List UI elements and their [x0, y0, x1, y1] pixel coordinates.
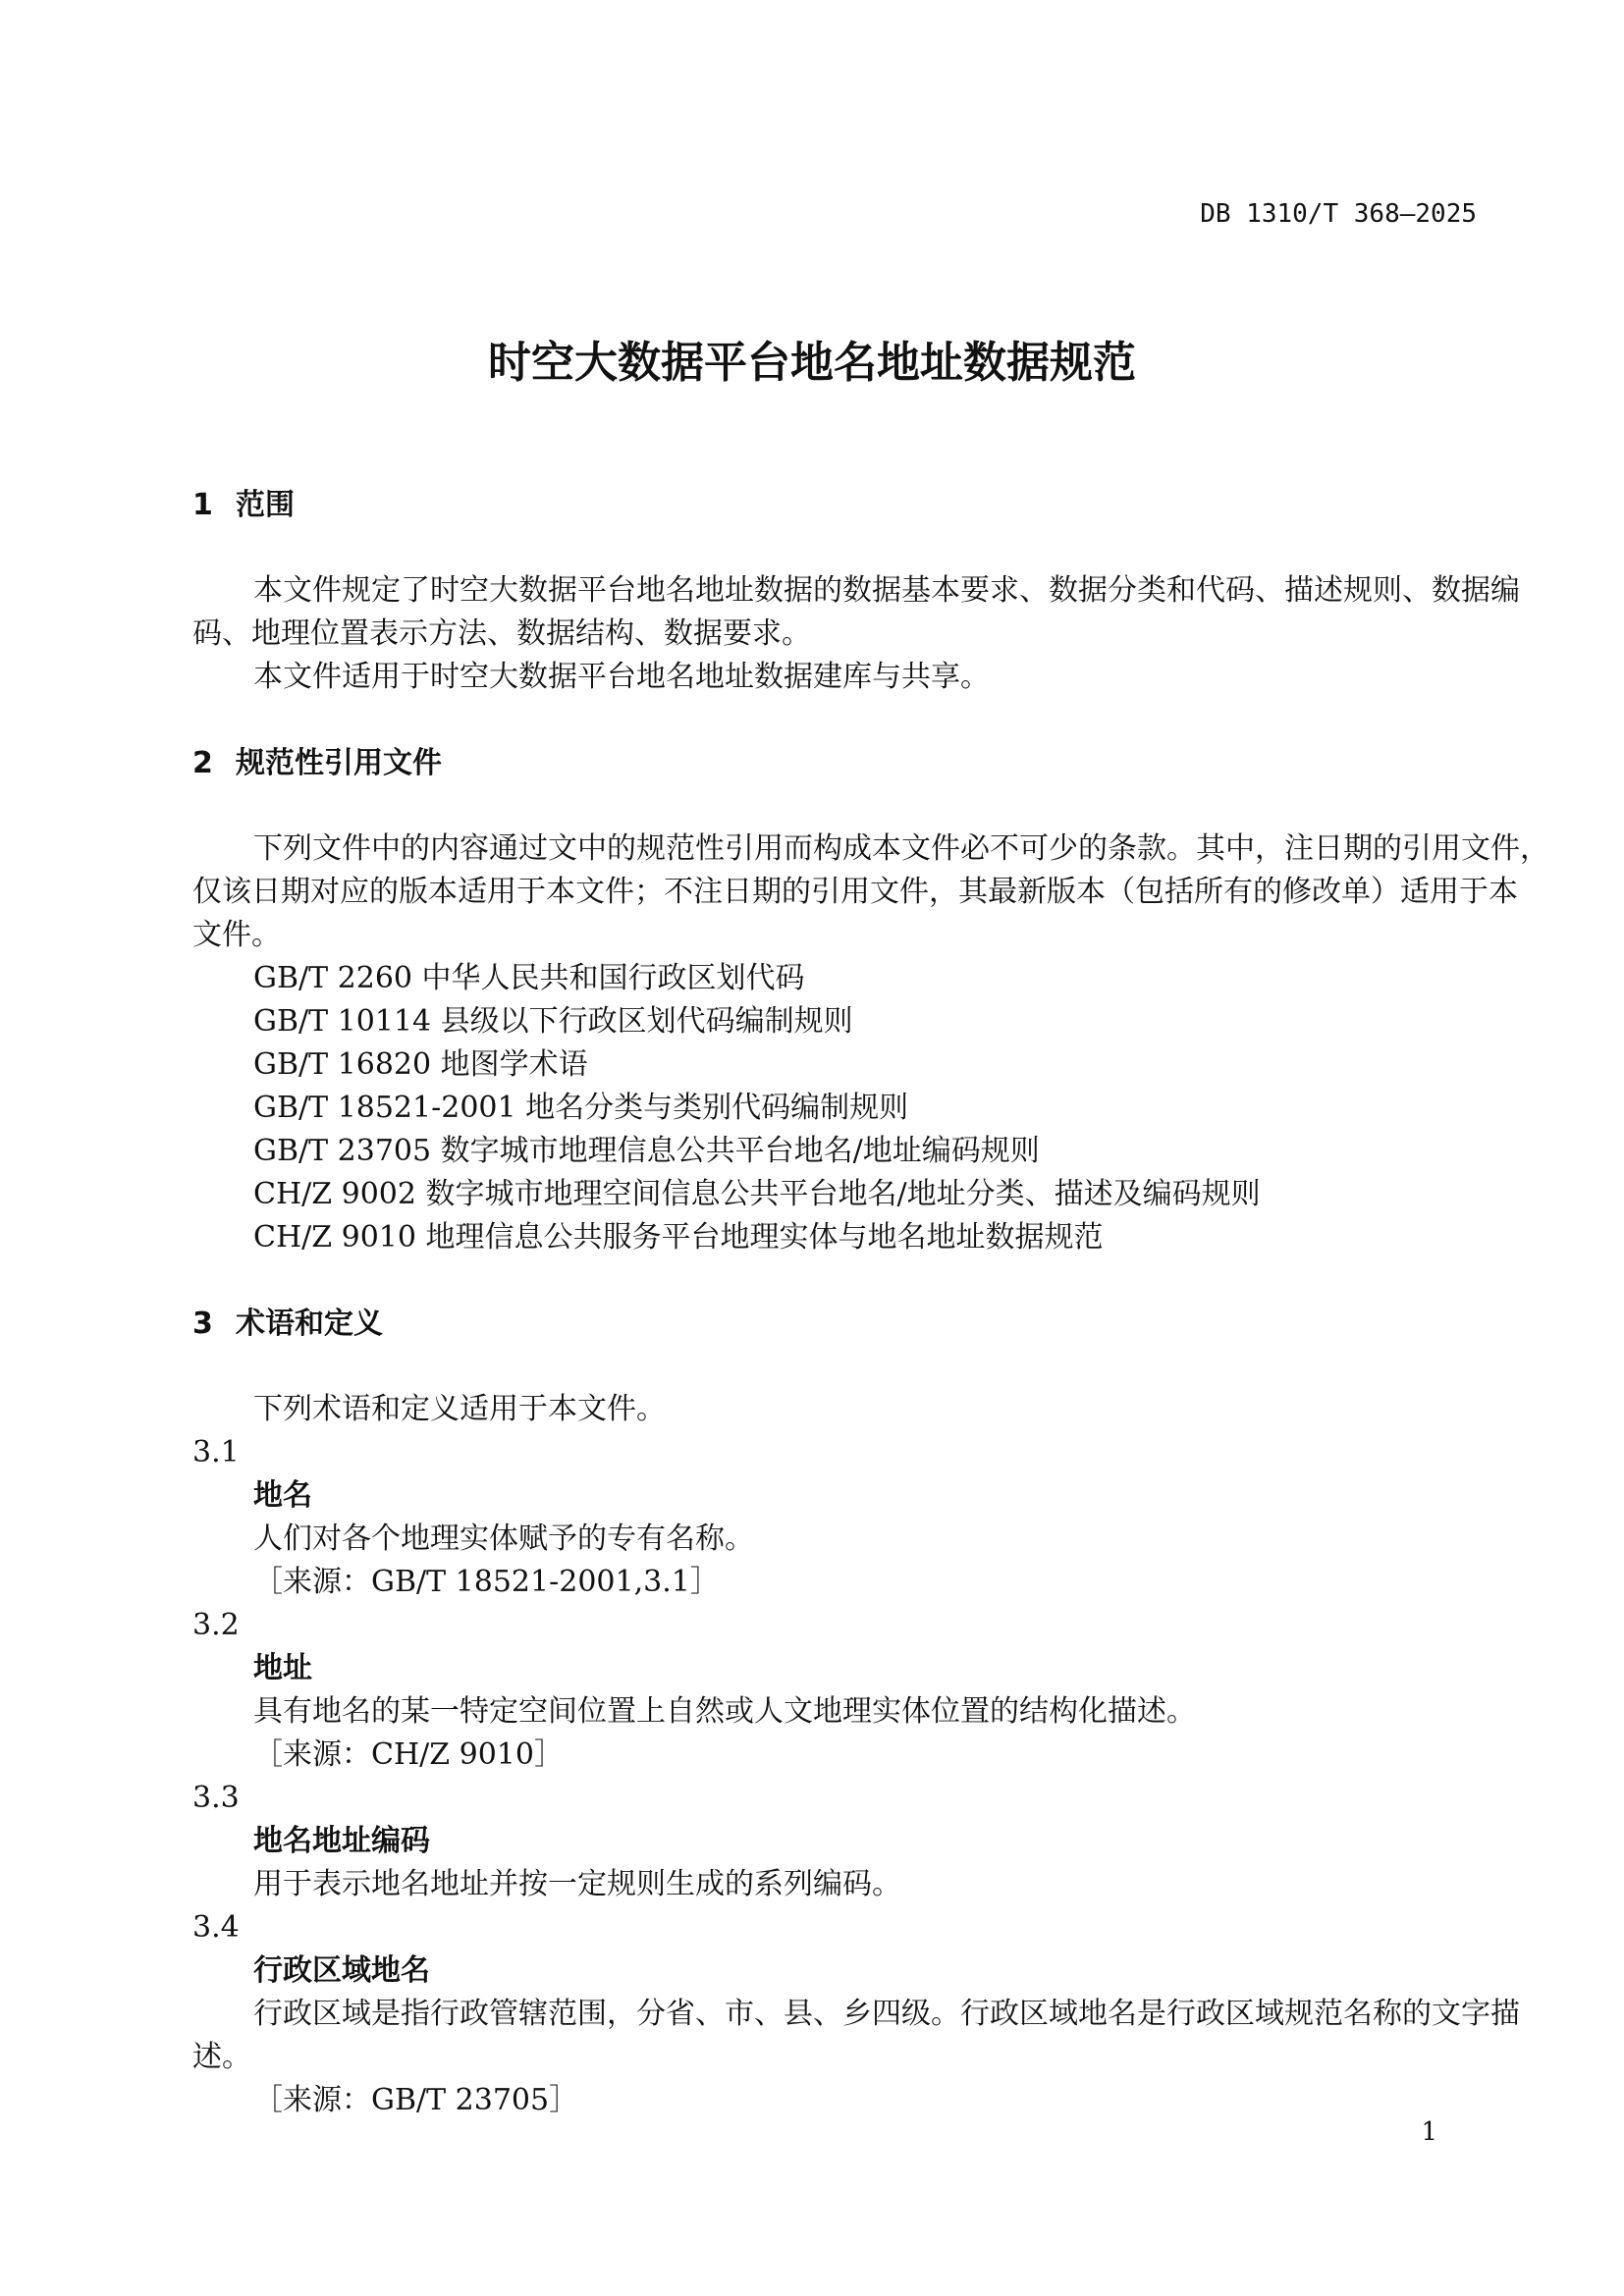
term-name: 地址 — [253, 1651, 312, 1685]
term-number: 3.2 — [192, 1608, 240, 1642]
document-title: 时空大数据平台地名地址数据规范 — [488, 338, 1136, 388]
term-definition: 人们对各个地理实体赋予的专有名称。 — [253, 1522, 754, 1556]
section-3-heading — [192, 1303, 383, 1346]
reference-item: CH/Z 9010 地理信息公共服务平台地理实体与地名地址数据规范 — [253, 1220, 1104, 1255]
section-title: 范围 — [236, 488, 295, 522]
standard-number: DB 1310/T 368—2025 — [1200, 199, 1477, 229]
paragraph-line: 码、地理位置表示方法、数据结构、数据要求。 — [192, 616, 811, 651]
term-definition: 具有地名的某一特定空间位置上自然或人文地理实体位置的结构化描述。 — [253, 1694, 1196, 1729]
reference-item: GB/T 18521-2001 地名分类与类别代码编制规则 — [253, 1091, 909, 1125]
reference-item: GB/T 16820 地图学术语 — [253, 1047, 588, 1082]
term-name: 行政区域地名 — [253, 1953, 430, 1988]
paragraph-line: 仅该日期对应的版本适用于本文件；不注日期的引用文件，其最新版本（包括所有的修改单）适用于本 — [192, 875, 1518, 909]
section-number: 1 — [192, 488, 213, 522]
term-definition: 行政区域是指行政管辖范围，分省、市、县、乡四级。行政区域地名是行政区域规范名称的文字描 — [253, 1997, 1520, 2031]
paragraph-line: 文件。 — [192, 918, 281, 952]
term-source: ［来源：GB/T 18521-2001,3.1］ — [253, 1565, 720, 1599]
section-1-heading — [192, 484, 295, 527]
section-number: 2 — [192, 746, 213, 780]
paragraph-line: 本文件规定了时空大数据平台地名地址数据的数据基本要求、数据分类和代码、描述规则、数据编 — [253, 573, 1520, 608]
paragraph-line: 下列文件中的内容通过文中的规范性引用而构成本文件必不可少的条款。其中，注日期的引用文件， — [253, 831, 1549, 866]
section-title: 术语和定义 — [236, 1307, 383, 1341]
term-name: 地名地址编码 — [253, 1824, 430, 1858]
term-number: 3.4 — [192, 1910, 240, 1945]
term-name: 地名 — [253, 1478, 312, 1513]
paragraph-line: 下列术语和定义适用于本文件。 — [253, 1392, 666, 1426]
section-2-heading — [192, 742, 442, 785]
term-source: ［来源：CH/Z 9010］ — [253, 1737, 564, 1772]
paragraph-line: 本文件适用于时空大数据平台地名地址数据建库与共享。 — [253, 660, 990, 694]
term-number: 3.1 — [192, 1435, 240, 1469]
reference-item: GB/T 23705 数字城市地理信息公共平台地名/地址编码规则 — [253, 1134, 1040, 1168]
section-title: 规范性引用文件 — [236, 746, 442, 780]
term-definition: 述。 — [192, 2040, 251, 2074]
term-definition: 用于表示地名地址并按一定规则生成的系列编码。 — [253, 1867, 901, 1901]
term-source: ［来源：GB/T 23705］ — [253, 2083, 579, 2117]
reference-item: CH/Z 9002 数字城市地理空间信息公共平台地名/地址分类、描述及编码规则 — [253, 1177, 1261, 1211]
term-number: 3.3 — [192, 1781, 240, 1815]
reference-item: GB/T 2260 中华人民共和国行政区划代码 — [253, 961, 805, 995]
reference-item: GB/T 10114 县级以下行政区划代码编制规则 — [253, 1004, 853, 1039]
section-number: 3 — [192, 1307, 213, 1341]
page-number: 1 — [1421, 2117, 1437, 2147]
